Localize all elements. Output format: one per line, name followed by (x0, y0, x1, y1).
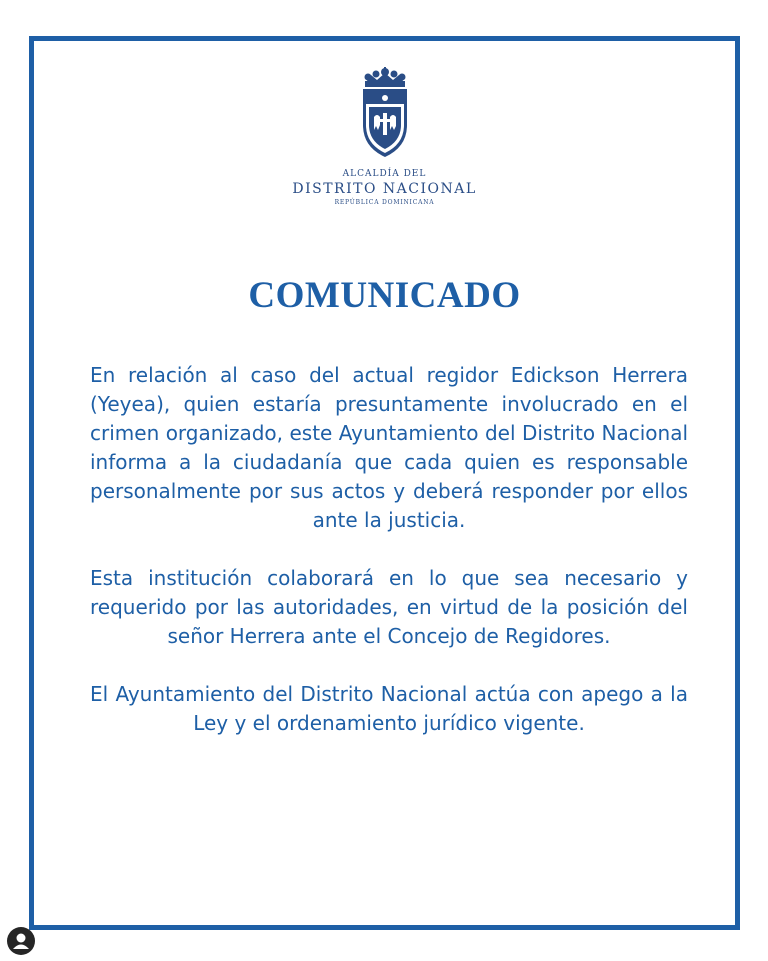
org-name-line3: REPÚBLICA DOMINICANA (334, 199, 435, 206)
org-name-line1: ALCALDÍA DEL (342, 169, 427, 179)
document-body (90, 361, 688, 767)
paragraph-1: En relación al caso del actual regidor Edickson Herrera (Yeyea), quien estaría presuntamente involucrado en el crimen organizado, este Ayuntamiento del Distrito Nacional informa a la ciudadanía que cada quien es responsable personalmente por sus actos y deberá responder por ellos ante la justicia. (90, 363, 688, 532)
document-frame (29, 36, 740, 930)
institution-logo (34, 67, 735, 206)
org-name-line2: DISTRITO NACIONAL (292, 181, 477, 197)
document-title: COMUNICADO (248, 275, 521, 316)
user-silhouette-icon (7, 927, 35, 955)
user-profile-icon[interactable] (7, 927, 35, 955)
paragraph-2: Esta institución colaborará en lo que sea necesario y requerido por las autoridades, en virtud de la posición del señor Herrera ante el Concejo de Regidores. (90, 566, 688, 648)
coat-of-arms-icon (355, 67, 415, 161)
paragraph-3: El Ayuntamiento del Distrito Nacional actúa con apego a la Ley y el ordenamiento jurídico vigente. (90, 682, 688, 735)
